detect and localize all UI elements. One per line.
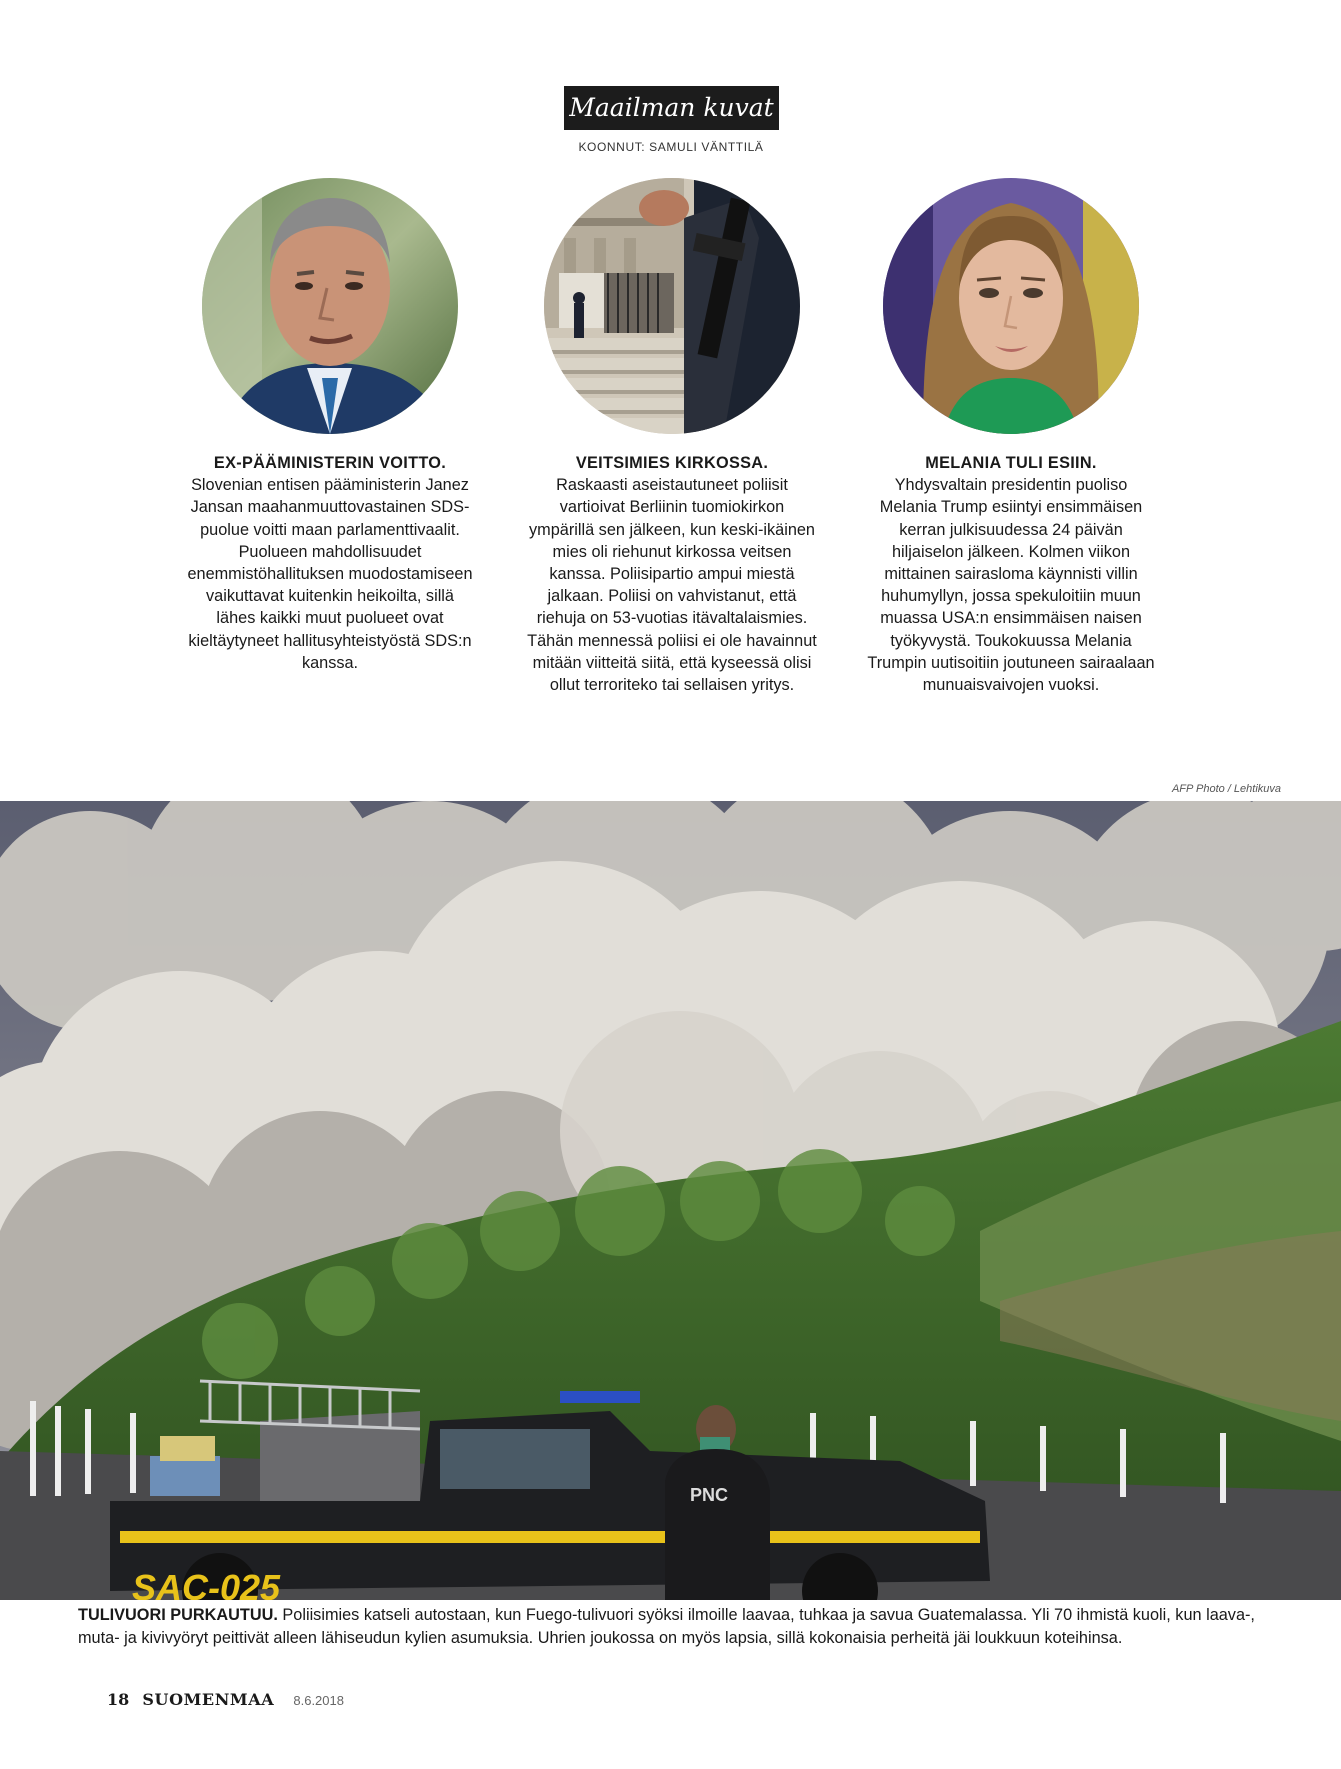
caption-body: Poliisimies katseli autostaan, kun Fuego-tulivuori syöksi ilmoille laavaa, tuhkaa ja savua Guatemalassa. Yli 70 ihmistä kuoli, kun laava-, muta- ja kivivyöryt peittivät alleen lähiseudun kylien asumuksia. Uhrien joukossa on myös lapsia, sillä kokonaisia perheitä jäi loukkuun koteihinsa.: [78, 1606, 1255, 1647]
portrait-berlin-police: [544, 178, 800, 434]
main-photo-volcano: [0, 801, 1341, 1600]
publication-name: SUOMENMAA: [142, 1690, 275, 1709]
story-knifeman-church: [527, 452, 817, 696]
story-body: Slovenian entisen pääministerin Janez Jansan maahanmuuttovastainen SDS-puolue voitti maan parlamenttivaalit. Puolueen mahdollisuudet enemmistöhallituksen muodostamiseen vaikuttavat kuitenkin heikoilta, sillä lähes kaikki muut puolueet ovat kieltäytyneet hallitusyhteistyöstä SDS:n kanssa.: [187, 476, 473, 672]
issue-date: 8.6.2018: [293, 1693, 344, 1708]
story-headline: EX-PÄÄMINISTERIN VOITTO.: [213, 454, 447, 472]
portrait-janez-jansa: [202, 178, 458, 434]
story-body: Raskaasti aseistautuneet poliisit vartioivat Berliinin tuomiokirkon ympärillä sen jälkeen, kun keski-ikäinen mies oli riehunut kirkossa veitsen kanssa. Poliisipartio ampui miestä jalkaan. Poliisi on vahvistanut, että riehuja on 53-vuotias itävaltalaismies. Tähän mennessä poliisi ei ole havainnut mitään viitteitä siitä, että kyseessä olisi ollut terroriteko tai sellaisen yritys.: [527, 476, 817, 695]
photo-credit: AFP Photo / Lehtikuva: [1171, 783, 1281, 795]
vehicle-number-text: SAC-025: [132, 1567, 281, 1600]
story-ex-prime-minister: [185, 452, 475, 674]
story-melania: [866, 452, 1156, 696]
page-number: 18: [107, 1690, 130, 1709]
story-headline: VEITSIMIES KIRKOSSA.: [575, 454, 769, 472]
vest-text: PNC: [690, 1485, 729, 1505]
byline: KOONNUT: SAMULI VÄNTTILÄ: [578, 140, 764, 154]
main-photo-caption: [78, 1604, 1274, 1649]
story-body: Yhdysvaltain presidentin puoliso Melania Trump esiintyi ensimmäisen kerran julkisuudessa 24 päivän hiljaiselon jälkeen. Kolmen viikon mittainen sairasloma käynnisti villin huhumyllyn, jossa spekuloitiin muun muassa USA:n ensimmäisen naisen työkyvystä. Toukokuussa Melania Trumpin uutisoitiin joutuneen sairaalaan munuaisvaivojen vuoksi.: [867, 476, 1155, 695]
section-title-badge: Maailman kuvat: [564, 86, 779, 130]
page-footer: [107, 1690, 344, 1709]
story-headline: MELANIA TULI ESIIN.: [925, 454, 1097, 472]
portrait-melania-trump: [883, 178, 1139, 434]
caption-lead: TULIVUORI PURKAUTUU.: [78, 1606, 278, 1624]
